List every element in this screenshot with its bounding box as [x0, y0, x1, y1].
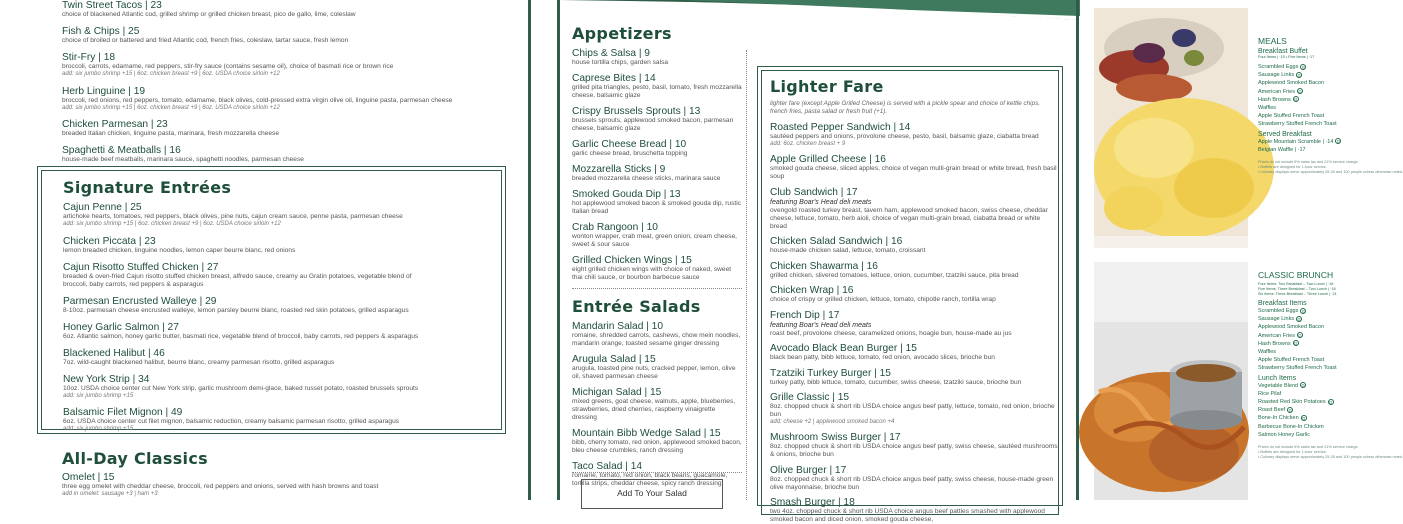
menu-item: Roast Beef G [1258, 407, 1292, 414]
dish-name: Twin Street Tacos | 23 [62, 0, 162, 11]
gluten-free-icon: G [1298, 89, 1302, 95]
dish-desc: black bean patty, bibb lettuce, tomato, red onion, avocado slices, brioche bun [770, 354, 995, 361]
menu-item: Strawberry Stuffed French Toast [1258, 121, 1337, 128]
dish-desc: ovengold roasted turkey breast, tavern ham, applewood smoked bacon, swiss cheese, cheddar cheese, lettuce, tomato, herb aioli, choice of vegan multi-grain bread, ciabatta bread or white bread [770, 206, 1048, 230]
dish-item [770, 285, 1058, 304]
fine-print: • Culinary displays serve approximately 25-30 and 100 people unless otherwise noted. [1258, 455, 1403, 460]
menu-item: Hash Browns G [1258, 96, 1298, 103]
dish-item [572, 189, 742, 216]
dish-desc: 10oz. USDA choice center cut New York strip, garlic mushroom demi-glace, baked russet potato, roasted brussels sprouts [63, 384, 419, 392]
menu-item: Sausage Links G [1258, 316, 1301, 323]
dish-desc: broccoli, carrots, edamame, red peppers, stir-fry sauce (contains sesame oil), choice of basmati rice or brown rice [62, 63, 394, 70]
dish-item [770, 368, 1058, 387]
dish-name: Tzatziki Turkey Burger | 15 [770, 367, 891, 379]
brunch-title: CLASSIC BRUNCH [1258, 270, 1334, 280]
dish-name: Chicken Parmesan | 23 [62, 119, 168, 130]
dish-item [572, 73, 742, 100]
dish-desc: bibb, cherry tomato, red onion, applewood smoked bacon, bleu cheese crumbles, ranch dressing [572, 439, 742, 454]
dish-addons: add: 6oz. chicken breast + 9 [770, 141, 846, 147]
dish-name: Michigan Salad | 15 [572, 387, 662, 398]
fine-print: • Buffets are designed for 1-hour service. [1258, 450, 1327, 455]
dish-name: Crispy Brussels Sprouts | 13 [572, 106, 701, 117]
dish-name: Chicken Piccata | 23 [63, 235, 156, 247]
gluten-free-icon: G [1301, 64, 1305, 70]
dish-item [770, 432, 1058, 459]
dish-name: Mushroom Swiss Burger | 17 [770, 432, 901, 443]
dish-featuring: featuring Boar's Head deli meats [770, 198, 872, 206]
menu-item: Barbecue Bone-In Chicken [1258, 423, 1324, 430]
dish-desc: house-made beef meatballs, marinara sauce, spaghetti noodles, parmesan cheese [62, 156, 304, 163]
dish-item [63, 374, 501, 401]
dish-item [572, 164, 742, 183]
dish-name: Caprese Bites | 14 [572, 73, 656, 84]
dish-addons: add: six jumbo shrimp +15 | 6oz. chicken breast +9 | 6oz. USDA choice sirloin +12 [62, 104, 280, 111]
menu-item: Vegetable Blend G [1258, 382, 1305, 389]
dish-item [770, 261, 1058, 280]
dish-name: Chips & Salsa | 9 [572, 48, 650, 59]
dish-addons: add: six jumbo shrimp +15 | 6oz. chicken breast +9 | 6oz. USDA choice sirloin +12 [63, 221, 281, 227]
dish-name: Cajun Risotto Stuffed Chicken | 27 [63, 261, 219, 273]
dish-desc: romaine, tomato, red onion, black beans, guacamole, tortilla strips, cheddar cheese, spicy ranch dressing [572, 472, 728, 487]
dish-desc: house-made chicken salad, lettuce, tomato, croissant [770, 247, 926, 254]
dish-item [63, 236, 501, 255]
dish-item [63, 322, 501, 341]
gluten-free-icon: G [1294, 341, 1298, 347]
dish-name: Arugula Salad | 15 [572, 354, 656, 365]
dish-item [572, 106, 742, 133]
fine-print: • Buffets are designed for 1-hour service. [1258, 165, 1327, 170]
gluten-free-icon: G [1336, 139, 1341, 145]
dish-desc: sautéed peppers and onions, provolone cheese, pesto, basil, balsamic glaze, ciabatta bread [770, 133, 1039, 140]
gluten-free-icon: G [1288, 407, 1292, 413]
dish-desc: 6oz. Atlantic salmon, honey garlic butter, basmati rice, vegetable blend of broccoli, baby carrots, red peppers & asparagus [63, 332, 419, 340]
menu-page-appetizers [560, 0, 1080, 523]
gluten-free-icon: G [1297, 72, 1301, 78]
dish-desc: 8oz. chopped chuck & short rib USDA choice angus beef patty, lettuce, tomato, red onion, brioche bun [770, 403, 1055, 418]
dish-desc: 8oz. chopped chuck & short rib USDA choice angus beef patty, swiss cheese, sautéed mushrooms & onions, brioche bun [770, 443, 1058, 458]
dish-item [62, 86, 522, 113]
dish-item [63, 296, 501, 315]
breakfast-buffet-title: Breakfast Buffet [1258, 48, 1308, 55]
dish-desc: grilled chicken, slivered tomatoes, lettuce, onion, cucumber, tzatziki sauce, pita bread [770, 271, 1019, 279]
dish-item [770, 343, 1058, 362]
meals-column [1258, 36, 1403, 256]
top-items [62, 0, 522, 171]
signature-entrees-box [37, 166, 506, 434]
dish-name: Grilled Chicken Wings | 15 [572, 255, 692, 266]
dish-item [770, 310, 1058, 338]
dish-desc: 7oz. wild-caught blackened halibut, beurre blanc, creamy parmesan risotto, grilled asparagus [63, 358, 335, 366]
menu-item: Waffles [1258, 105, 1277, 112]
dish-item [572, 139, 742, 158]
dish-desc: smoked gouda cheese, sliced apples, choice of vegan multi-grain bread or white bread, fresh basil soup [770, 165, 1057, 180]
dish-item [63, 348, 501, 367]
dish-desc: choice of broiled or battered and fried Atlantic cod, french fries, coleslaw, tartar sauce, fresh lemon [62, 37, 349, 44]
gluten-free-icon: G [1294, 97, 1298, 103]
dish-desc: garlic cheese bread, bruschetta topping [572, 150, 688, 157]
dish-item [770, 154, 1058, 181]
dish-desc: breaded mozzarella cheese sticks, marinara sauce [572, 175, 721, 182]
dish-desc: 8oz. chopped chuck & short rib USDA choice angus beef patty, swiss cheese, house-made green olive mayonnaise, brioche bun [770, 475, 1054, 491]
menu-item: Waffles [1258, 349, 1277, 356]
menu-item: Apple Stuffed French Toast [1258, 357, 1325, 364]
dish-desc: broccoli, red onions, red peppers, tomato, edamame, black olives, cold-pressed extra virgin olive oil, linguine pasta, parmesan cheese [62, 96, 453, 104]
dish-item [62, 119, 522, 138]
menu-item: Hash Browns G [1258, 340, 1298, 347]
menu-item: Strawberry Stuffed French Toast [1258, 365, 1337, 372]
dish-name: Parmesan Encrusted Walleye | 29 [63, 295, 217, 307]
dish-desc: breaded Italian chicken, linguine pasta, marinara, fresh mozzarella cheese [62, 130, 279, 137]
dish-desc: hot applewood smoked bacon & smoked gouda dip, rustic Italian bread [572, 200, 741, 215]
dish-desc: 8-10oz. parmesan cheese encrusted walleye, lemon parsley beurre blanc, roasted red skin potatoes, grilled asparagus [63, 306, 409, 314]
dish-item [770, 187, 1058, 231]
dish-addons: add in omelet: sausage +3 | ham +3 [62, 491, 158, 497]
divider [572, 472, 742, 473]
dish-item [572, 48, 742, 67]
dish-name: Grille Classic | 15 [770, 392, 850, 403]
menu-page-entrees [0, 0, 530, 500]
section-title: Signature Entrées [63, 178, 232, 197]
breakfast-photo [1094, 8, 1248, 248]
dish-name: Chicken Wrap | 16 [770, 285, 854, 296]
dish-item [63, 407, 501, 434]
add-to-salad-box [581, 479, 723, 509]
dish-item [572, 321, 742, 348]
dish-item [770, 465, 1058, 492]
brunch-prices [1258, 282, 1400, 297]
dish-desc: mixed greens, goat cheese, walnuts, apple, blueberries, strawberries, dried cherries, raspberry vinaigrette dressing [572, 398, 736, 421]
dish-name: French Dip | 17 [770, 309, 840, 321]
menu-item: Roasted Red Skin Potatoes G [1258, 399, 1333, 406]
add-to-salad-label: Add To Your Salad [617, 488, 687, 498]
dish-item [572, 387, 742, 422]
dish-item [62, 26, 522, 45]
dish-addons: add: cheese +2 | applewood smoked bacon +4 [770, 419, 895, 425]
classic-brunch-column [1258, 270, 1403, 500]
section-title: Lighter Fare [770, 77, 884, 96]
dish-name: Omelet | 15 [62, 472, 115, 483]
menu-item: Apple Mountain Scramble | ·14 G [1258, 138, 1341, 145]
dish-desc: breaded & oven-fried Cajun risotto stuffed chicken breast, alfredo sauce, creamy au Gratin potatoes, vegetable blend of broccoli, baby carrots, red peppers & asparagus [63, 272, 412, 288]
dish-desc: lemon breaded chicken, linguine noodles, lemon caper beurre blanc, red onions [63, 246, 296, 254]
dish-item [770, 236, 1058, 255]
dish-name: Balsamic Filet Mignon | 49 [63, 407, 183, 418]
gluten-free-icon: G [1328, 399, 1333, 405]
dish-item [62, 0, 522, 19]
meals-title: MEALS [1258, 36, 1287, 46]
page-edge [1076, 0, 1079, 500]
menu-item: Applewood Smoked Bacon [1258, 324, 1325, 331]
dish-item [62, 472, 522, 499]
dish-desc: wonton wrapper, crab meat, green onion, cream cheese, sweet & sour sauce [572, 233, 737, 248]
menu-item: Belgian Waffle | ·17 [1258, 146, 1306, 153]
dish-name: Avocado Black Bean Burger | 15 [770, 343, 917, 354]
dish-name: Smash Burger | 18 [770, 497, 855, 508]
fine-print: • Culinary displays serve approximately 25-30 and 100 people unless otherwise noted. [1258, 170, 1403, 175]
menu-item: Salmon Honey Garlic [1258, 431, 1310, 438]
dish-name: Mozzarella Sticks | 9 [572, 164, 666, 175]
menu-item: Apple Stuffed French Toast [1258, 113, 1325, 120]
dish-item [572, 428, 742, 455]
buffet-prices: Four Items | ·15 • Five Items | ·17 [1258, 55, 1315, 59]
gluten-free-icon: G [1301, 383, 1305, 389]
dish-desc: eight grilled chicken wings with choice of naked, sweet thai chili sauce, or bourbon barbecue sauce [572, 266, 732, 281]
dish-item [770, 122, 1058, 149]
dish-desc: choice of blackened Atlantic cod, grilled shrimp or grilled chicken breast, pico de gallo, lime, coleslaw [62, 11, 356, 18]
section-title: Appetizers [572, 24, 672, 43]
price-line: Six Items: Three Breakfast – Three Lunch | ·21 [1258, 292, 1337, 296]
page-edge [528, 0, 531, 500]
dish-item [572, 354, 742, 381]
dish-item [770, 392, 1058, 427]
dish-desc: house tortilla chips, garden salsa [572, 59, 669, 66]
dish-name: Apple Grilled Cheese | 16 [770, 154, 886, 165]
dish-addons: add: six jumbo shrimp +15 [63, 392, 134, 399]
column-divider [746, 50, 747, 500]
menu-item: Applewood Smoked Bacon [1258, 80, 1325, 87]
dish-name: New York Strip | 34 [63, 373, 150, 385]
dish-desc: 6oz. USDA choice center cut filet mignon, balsamic reduction, creamy balsamic parmesan risotto, grilled asparagus [63, 418, 400, 425]
dish-name: Olive Burger | 17 [770, 464, 847, 476]
dish-desc: two 4oz. chopped chuck & short rib USDA choice angus beef patties smashed with applewood smoked bacon and diced onion, smoked gouda cheese, [770, 508, 1045, 523]
dish-name: Spaghetti & Meatballs | 16 [62, 145, 181, 156]
gluten-free-icon: G [1301, 308, 1305, 314]
section-note: lighter fare (except Apple Grilled Cheese) is served with a pickle spear and choice of kettle chips, french fries, pasta salad or fresh fruit (+1). [770, 100, 1040, 115]
dish-name: Mountain Bibb Wedge Salad | 15 [572, 428, 721, 439]
menu-item: Sausage Links G [1258, 72, 1301, 79]
lunch-items-title: Lunch Items [1258, 374, 1297, 382]
fries-dip-photo [1094, 262, 1248, 500]
dish-addons: add: six jumbo shrimp +15 [63, 426, 134, 432]
dish-name: Smoked Gouda Dip | 13 [572, 189, 681, 200]
dish-name: Taco Salad | 14 [572, 461, 643, 472]
dish-item [62, 145, 522, 164]
dish-featuring: featuring Boar's Head deli meats [770, 321, 872, 329]
dish-item [62, 52, 522, 79]
breakfast-items-title: Breakfast Items [1258, 300, 1307, 307]
dish-desc: brussels sprouts, applewood smoked bacon, parmesan cheese, balsamic glaze [572, 117, 734, 132]
menu-item: Scrambled Eggs G [1258, 64, 1305, 70]
dish-name: Honey Garlic Salmon | 27 [63, 321, 179, 333]
dish-desc: romaine, shredded carrots, cashews, chow mein noodles, mandarin orange, toasted sesame ginger dressing [572, 332, 741, 347]
dish-desc: grilled pita triangles, pesto, basil, tomato, fresh mozzarella cheese, balsamic glaze [572, 84, 742, 99]
gluten-free-icon: G [1302, 415, 1306, 421]
dish-desc: arugula, toasted pine nuts, cracked pepper, lemon, olive oil, shaved parmesan cheese [572, 365, 736, 380]
fine-print: Prices do not include 6% sales tax and 21% service charge. [1258, 160, 1359, 165]
gluten-free-icon: G [1297, 316, 1301, 322]
dish-addons: add: six jumbo shrimp +15 | 6oz. chicken breast +9 | 6oz. USDA choice sirloin +12 [62, 71, 280, 77]
served-breakfast-title: Served Breakfast [1258, 130, 1312, 138]
dish-name: Club Sandwich | 17 [770, 186, 858, 198]
dish-name: Mandarin Salad | 10 [572, 321, 663, 332]
menu-item: Scrambled Eggs G [1258, 308, 1305, 314]
menu-item: American Fries G [1258, 332, 1302, 339]
appetizers-column [572, 24, 742, 494]
section-title: Entrée Salads [572, 297, 701, 316]
dish-name: Chicken Salad Sandwich | 16 [770, 236, 903, 247]
menu-item: Bone-In Chicken G [1258, 415, 1306, 422]
dish-name: Garlic Cheese Bread | 10 [572, 139, 687, 150]
dish-desc: roast beef, provolone cheese, caramelized onions, hoagie bun, house-made au jus [770, 329, 1012, 337]
dish-name: Herb Linguine | 19 [62, 85, 146, 97]
divider [572, 288, 742, 289]
header-stripe [560, 0, 1080, 24]
dish-name: Blackened Halibut | 46 [63, 347, 165, 359]
dish-desc: three egg omelet with cheddar cheese, broccoli, red peppers and onions, served with hash browns and toast [62, 483, 379, 490]
dish-desc: choice of crispy or grilled chicken, lettuce, tomato, chipotle ranch, tortilla wrap [770, 296, 996, 303]
dish-name: Stir-Fry | 18 [62, 52, 116, 63]
gluten-free-icon: G [1298, 333, 1302, 339]
menu-item: American Fries G [1258, 88, 1302, 95]
lighter-fare-box [757, 66, 1063, 523]
dish-name: Chicken Shawarma | 16 [770, 260, 878, 272]
dish-item [770, 497, 1058, 524]
dish-item [63, 202, 501, 229]
dish-item [572, 255, 742, 282]
section-title: All-Day Classics [62, 449, 208, 468]
dish-item [572, 222, 742, 249]
dish-name: Cajun Penne | 25 [63, 202, 142, 213]
dish-desc: turkey patty, bibb lettuce, tomato, cucumber, swiss cheese, tzatziki sauce, brioche bun [770, 378, 1022, 386]
menu-page-catering [1080, 0, 1403, 500]
dish-name: Fish & Chips | 25 [62, 26, 140, 37]
dish-item [63, 262, 501, 289]
dish-name: Roasted Pepper Sandwich | 14 [770, 122, 911, 133]
dish-desc: artichoke hearts, tomatoes, red peppers, black olives, pine nuts, cajun cream sauce, penne pasta, parmesan cheese [63, 213, 403, 220]
price-line: Five Items: Three Breakfast – Two Lunch | ·18 [1258, 287, 1336, 291]
price-line: Four Items: Two Breakfast – Two Lunch | ·16 [1258, 282, 1334, 286]
fine-print: Prices do not include 6% sales tax and 21% service charge. [1258, 445, 1359, 450]
all-day-classics [62, 449, 522, 506]
menu-item: Rice Pilaf [1258, 390, 1282, 397]
dish-name: Crab Rangoon | 10 [572, 222, 658, 233]
